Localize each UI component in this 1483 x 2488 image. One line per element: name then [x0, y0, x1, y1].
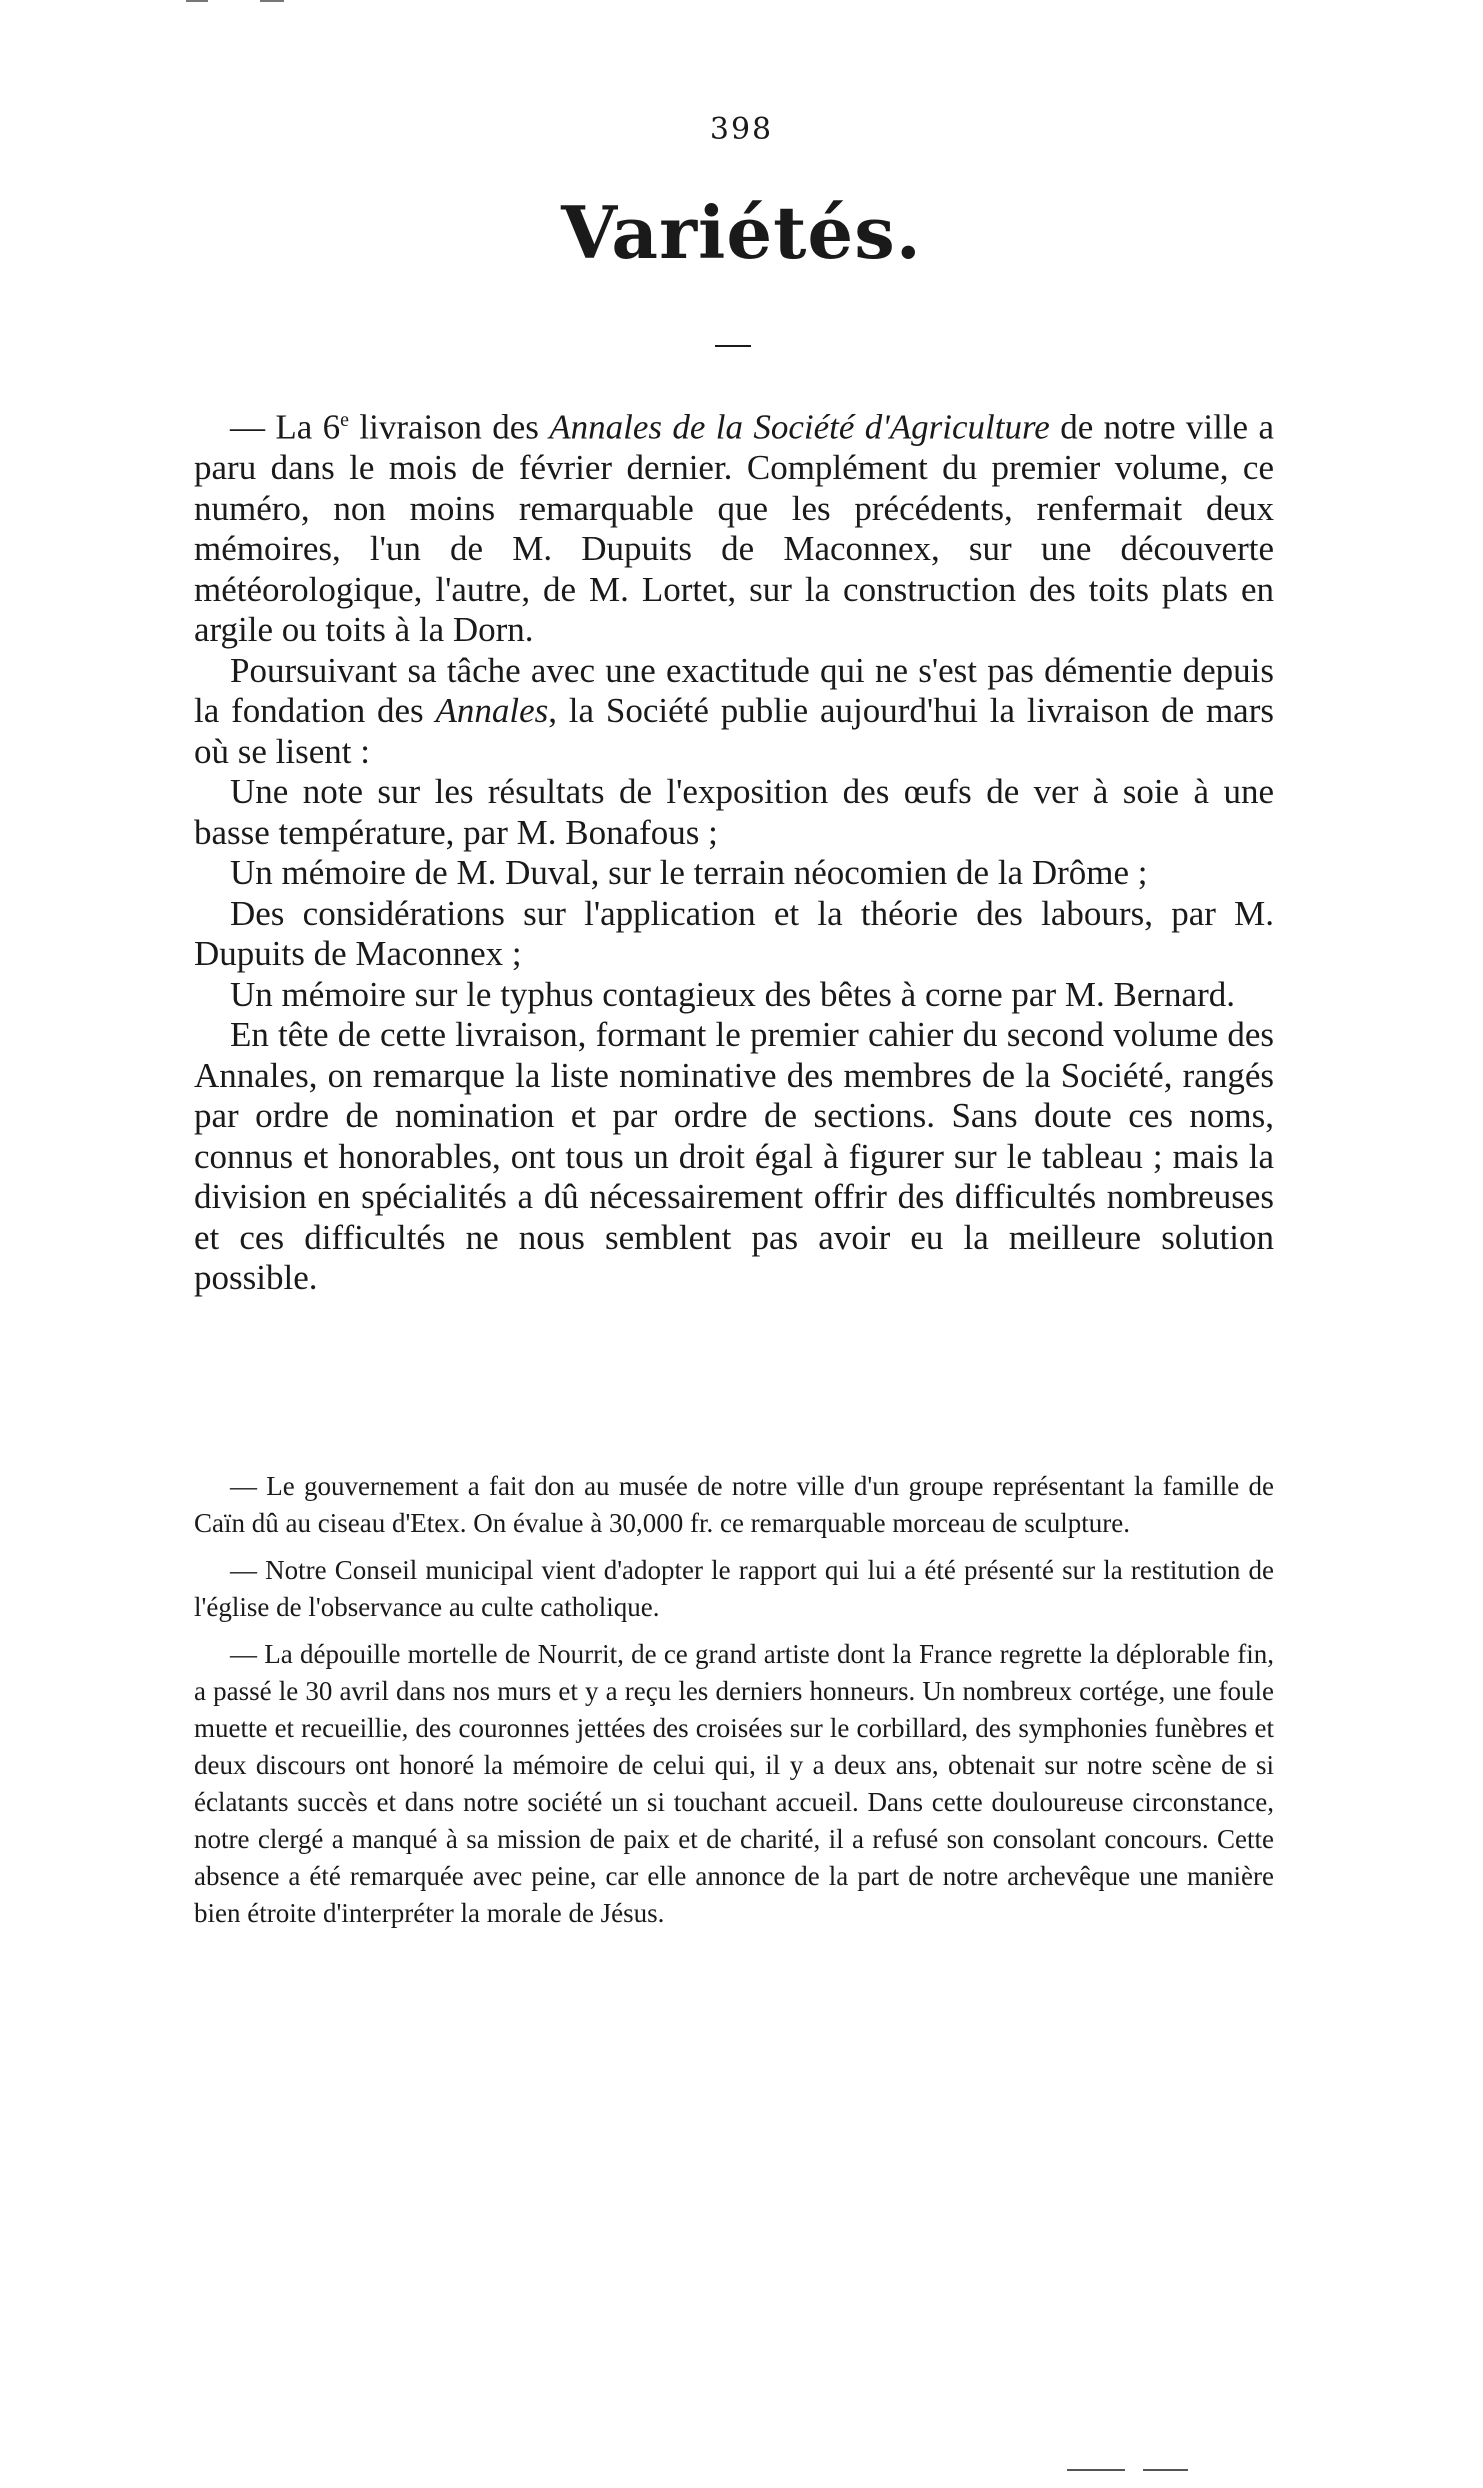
scan-mark [1143, 2469, 1188, 2471]
paragraph-4: Un mémoire de M. Duval, sur le terrain néocomien de la Drôme ; [230, 853, 1148, 893]
paragraph-7: En tête de cette livraison, formant le premier cahier du second volume des Annales, on remarque la liste nominative des membres de la Société, rangés par ordre de nomination et par ordre de sections. Sans doute ces noms, connus et honorables, ont tous un droit égal à figurer sur le tableau ; mais la division en spécialités a dû nécessairement offrir des difficultés nombreuses et ces difficultés ne nous semblent pas avoir eu la meilleure solution possible. [194, 1015, 1274, 1298]
scan-mark [186, 0, 208, 2]
paragraph-6: Un mémoire sur le typhus contagieux des bêtes à corne par M. Bernard. [230, 974, 1235, 1014]
scan-mark [1067, 2469, 1125, 2471]
scan-mark [260, 0, 284, 2]
note-1: — Le gouvernement a fait don au musée de notre ville d'un groupe représentant la famille de Caïn dû au ciseau d'Etex. On évalue à 30,000 fr. ce remarquable morceau de sculpture. [194, 1471, 1274, 1538]
paragraph-1: — La 6e livraison des Annales de la Société d'Agriculture de notre ville a paru dans le mois de février dernier. Complément du premier volume, ce numéro, non moins remarquable que les précédents, renfermait deux mémoires, l'un de M. Dupuits de Maconnex, sur une découverte météorologique, l'autre, de M. Lortet, sur la construction des toits plats en argile ou toits à la Dorn. [194, 407, 1274, 650]
paragraph-5: Des considérations sur l'application et la théorie des labours, par M. Dupuits de Maconnex ; [194, 893, 1274, 974]
title-divider [715, 345, 751, 347]
paragraph-2: Poursuivant sa tâche avec une exactitude qui ne s'est pas démentie depuis la fondation des Annales, la Société publie aujourd'hui la livraison de mars où se lisent : [194, 650, 1274, 771]
note-2: — Notre Conseil municipal vient d'adopter le rapport qui lui a été présenté sur la restitution de l'église de l'observance au culte catholique. [194, 1555, 1274, 1622]
main-article [194, 400, 1274, 1299]
paragraph-3: Une note sur les résultats de l'exposition des œufs de ver à soie à une basse température, par M. Bonafous ; [194, 772, 1274, 852]
news-notes [194, 1468, 1274, 1942]
page-number: 398 [709, 112, 774, 147]
note-3: — La dépouille mortelle de Nourrit, de ce grand artiste dont la France regrette la déplorable fin, a passé le 30 avril dans nos murs et y a reçu les derniers honneurs. Un nombreux cortége, une foule muette et recueillie, des couronnes jettées des croisées sur le corbillard, des symphonies funèbres et deux discours ont honoré la mémoire de celui qui, il y a deux ans, obtenait sur notre scène de si éclatants succès et dans notre société un si touchant accueil. Dans cette douloureuse circonstance, notre clergé a manqué à sa mission de paix et de charité, il a refusé son consolant concours. Cette absence a été remarquée avec peine, car elle annonce de la part de notre archevêque une manière bien étroite d'interpréter la morale de Jésus. [194, 1639, 1274, 1928]
section-title: Variétés. [561, 190, 922, 275]
